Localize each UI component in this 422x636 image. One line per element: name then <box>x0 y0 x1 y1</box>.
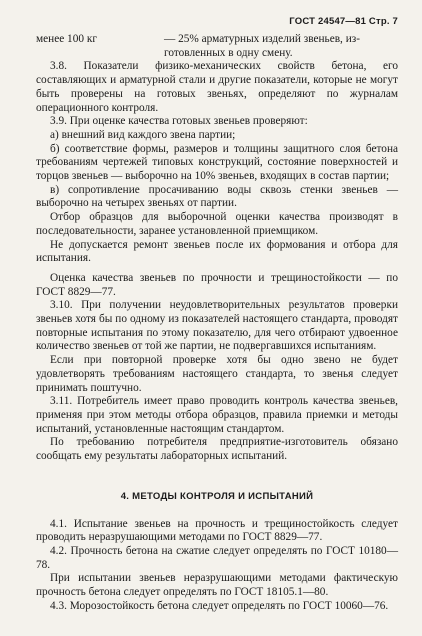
intro-right-line1: — 25% арматурных изделий звеньев, из- <box>164 33 360 45</box>
paragraph-repeat: Если при повторной проверке хотя бы одно звено не будет удовлетворять требованиям настоящего стандарта, то звенья следует принимать поштучно. <box>36 354 398 394</box>
paragraph-consumer: По требованию потребителя предприятие-изготовитель обязано сообщать ему результаты лабораторных испытаний. <box>36 436 398 463</box>
paragraph-3-9-b: б) соответствие формы, размеров и толщины защитного слоя бетона требованиям чертежей типовых конструкций, состояние поверхностей и торцов звеньев — выборочно на 10% звеньев, входящих в состав партии; <box>36 142 398 183</box>
paragraph-4-1: 4.1. Испытание звеньев на прочность и трещиностойкость следует проводить неразрушающими методами по ГОСТ 8829—77. <box>36 517 398 544</box>
paragraph-repair: Не допускается ремонт звеньев после их формования и отбора для испытания. <box>36 238 398 265</box>
paragraph-sampling: Отбор образцов для выборочной оценки качества производят в последовательности, заранее установленной приемщиком. <box>36 211 398 237</box>
paragraph-4-2-b: При испытании звеньев неразрушающими методами фактическую прочность бетона следует определять по ГОСТ 18105.1—80. <box>36 572 398 599</box>
paragraph-3-9-v: в) сопротивление просачиванию воды сквозь стенки звеньев — выборочно на четырех звеньях от партии. <box>36 183 398 210</box>
section-4-title: 4. МЕТОДЫ КОНТРОЛЯ И ИСПЫТАНИЙ <box>120 490 314 502</box>
paragraph-3-10: 3.10. При получении неудовлетворительных результатов проверки звеньев хотя бы по одному из показателей настоящего стандарта, проводят повторные испытания по этому показателю, для чего отбирают удвоенное количество звеньев от той же партии, не подвергавшихся испытаниям. <box>36 299 398 353</box>
intro-right-line2: готовленных в одну смену. <box>164 46 293 59</box>
paragraph-4-3: 4.3. Морозостойкость бетона следует определять по ГОСТ 10060—76. <box>50 599 389 612</box>
paragraph-3-9: 3.9. При оценке качества готовых звеньев проверяют: <box>50 115 308 128</box>
intro-row <box>36 33 398 47</box>
page-content <box>36 33 398 613</box>
paragraph-4-2: 4.2. Прочность бетона на сжатие следует определять по ГОСТ 10180—78. <box>36 544 398 571</box>
page-header: ГОСТ 24547—81 Стр. 7 <box>289 16 398 27</box>
paragraph-3-11: 3.11. Потребитель имеет право проводить контроль качества звеньев, применяя при этом методы отбора образцов, правила приемки и методы испытаний, установленные настоящим стандартом. <box>36 395 398 435</box>
intro-left: менее 100 кг <box>36 33 97 45</box>
paragraph-3-8: 3.8. Показатели физико-механических свойств бетона, его составляющих и арматурной стали и другие показатели, которые не могут быть проверены на готовых звеньях, определяют по журналам операционного контроля. <box>36 60 398 114</box>
paragraph-strength: Оценка качества звеньев по прочности и трещиностойкости — по ГОСТ 8829—77. <box>36 271 398 298</box>
paragraph-3-9-a: а) внешний вид каждого звена партии; <box>50 128 236 141</box>
